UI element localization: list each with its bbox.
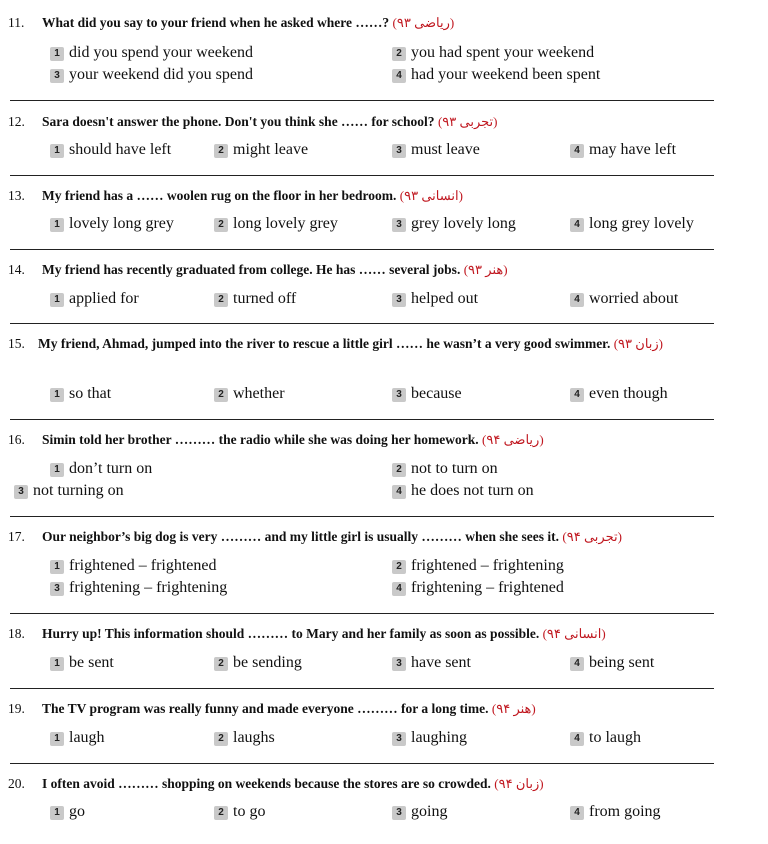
question-text: My friend has a …… woolen rug on the floor in her bedroom. xyxy=(42,188,397,203)
option-number-badge: 2 xyxy=(214,806,228,820)
option-number-badge: 3 xyxy=(14,485,28,499)
divider xyxy=(10,516,714,517)
option-text: worried about xyxy=(589,290,679,307)
option-text: not turning on xyxy=(33,482,124,499)
question-19-stem xyxy=(8,701,536,717)
option-2[interactable] xyxy=(392,43,594,63)
option-text: laughs xyxy=(233,729,275,746)
question-text: Sara doesn't answer the phone. Don't you think she …… for school? xyxy=(42,114,435,129)
option-text: lovely long grey xyxy=(69,215,174,232)
option-text: long lovely grey xyxy=(233,215,338,232)
option-2[interactable] xyxy=(214,653,302,673)
question-18-stem xyxy=(8,626,606,642)
option-1[interactable] xyxy=(50,459,152,479)
option-text: grey lovely long xyxy=(411,215,516,232)
option-2[interactable] xyxy=(214,384,285,404)
option-4[interactable] xyxy=(570,384,668,404)
question-15-stem xyxy=(8,333,720,355)
question-text: Hurry up! This information should ……… to Mary and her family as soon as possible. xyxy=(42,626,540,641)
option-number-badge: 4 xyxy=(570,806,584,820)
exam-source-tag: (انسانی ۹۳) xyxy=(399,188,463,203)
option-text: long grey lovely xyxy=(589,215,694,232)
option-number-badge: 3 xyxy=(392,732,406,746)
option-2[interactable] xyxy=(214,140,308,160)
option-text: be sending xyxy=(233,654,302,671)
option-number-badge: 3 xyxy=(392,144,406,158)
option-number-badge: 4 xyxy=(392,485,406,499)
option-number-badge: 1 xyxy=(50,388,64,402)
question-number: 16. xyxy=(8,432,25,447)
question-11-stem xyxy=(8,15,454,31)
option-text: you had spent your weekend xyxy=(411,44,595,61)
option-3[interactable] xyxy=(392,289,478,309)
option-3[interactable] xyxy=(392,214,516,234)
exam-source-tag: (تجربی ۹۳) xyxy=(437,114,498,129)
question-12-stem xyxy=(8,114,497,130)
divider xyxy=(10,763,714,764)
option-number-badge: 4 xyxy=(570,732,584,746)
option-text: might leave xyxy=(233,141,309,158)
option-1[interactable] xyxy=(50,140,171,160)
option-text: even though xyxy=(589,385,668,402)
option-1[interactable] xyxy=(50,384,111,404)
option-text: did you spend your weekend xyxy=(69,44,253,61)
option-number-badge: 2 xyxy=(214,144,228,158)
option-number-badge: 3 xyxy=(392,218,406,232)
option-3[interactable] xyxy=(392,384,462,404)
option-text: turned off xyxy=(233,290,297,307)
option-number-badge: 3 xyxy=(392,806,406,820)
option-text: should have left xyxy=(69,141,172,158)
option-number-badge: 2 xyxy=(392,47,406,61)
question-17-stem xyxy=(8,529,622,545)
question-number: 17. xyxy=(8,529,25,544)
question-number: 14. xyxy=(8,262,25,277)
exam-source-tag: (زبان ۹۴) xyxy=(494,776,544,791)
option-4[interactable] xyxy=(392,65,600,85)
option-text: helped out xyxy=(411,290,479,307)
question-text: My friend, Ahmad, jumped into the river to rescue a little girl …… he wasn’t a very good swimmer. xyxy=(38,336,611,351)
exam-source-tag: (هنر ۹۴) xyxy=(491,701,536,716)
option-3[interactable] xyxy=(50,65,253,85)
option-4[interactable] xyxy=(392,481,534,501)
option-2[interactable] xyxy=(214,728,275,748)
option-4[interactable] xyxy=(570,653,654,673)
question-number: 11. xyxy=(8,15,25,30)
option-number-badge: 3 xyxy=(392,657,406,671)
option-text: to laugh xyxy=(589,729,641,746)
option-number-badge: 2 xyxy=(214,218,228,232)
exam-source-tag: (زبان ۹۳) xyxy=(613,336,664,351)
option-text: frightened – frightening xyxy=(411,557,564,574)
divider xyxy=(10,419,714,420)
option-1[interactable] xyxy=(50,214,174,234)
exam-source-tag: (تجربی ۹۴) xyxy=(562,529,622,544)
option-1[interactable] xyxy=(50,728,105,748)
option-text: had your weekend been spent xyxy=(411,66,601,83)
question-14-stem xyxy=(8,262,508,278)
divider xyxy=(10,100,714,101)
divider xyxy=(10,249,714,250)
divider xyxy=(10,175,714,176)
option-number-badge: 2 xyxy=(214,388,228,402)
question-number: 20. xyxy=(8,776,25,791)
option-text: frightening – frightened xyxy=(411,579,564,596)
option-number-badge: 4 xyxy=(392,582,406,596)
option-text: laugh xyxy=(69,729,105,746)
option-number-badge: 4 xyxy=(570,657,584,671)
option-text: to go xyxy=(233,803,266,820)
option-number-badge: 2 xyxy=(392,560,406,574)
divider xyxy=(10,688,714,689)
option-text: must leave xyxy=(411,141,480,158)
option-4[interactable] xyxy=(570,802,661,822)
option-number-badge: 3 xyxy=(392,293,406,307)
option-number-badge: 1 xyxy=(50,293,64,307)
option-text: from going xyxy=(589,803,661,820)
option-number-badge: 1 xyxy=(50,47,64,61)
divider xyxy=(10,323,714,324)
option-text: frightening – frightening xyxy=(69,579,228,596)
question-20-stem xyxy=(8,776,544,792)
question-number: 15. xyxy=(8,336,25,351)
option-4[interactable] xyxy=(570,289,678,309)
option-number-badge: 3 xyxy=(50,582,64,596)
option-number-badge: 1 xyxy=(50,560,64,574)
option-text: your weekend did you spend xyxy=(69,66,253,83)
option-4[interactable] xyxy=(570,214,694,234)
option-number-badge: 1 xyxy=(50,806,64,820)
option-2[interactable] xyxy=(214,802,265,822)
option-4[interactable] xyxy=(570,728,641,748)
option-2[interactable] xyxy=(392,459,498,479)
question-text: The TV program was really funny and made everyone ……… for a long time. xyxy=(42,701,489,716)
option-text: because xyxy=(411,385,462,402)
option-text: whether xyxy=(233,385,285,402)
option-2[interactable] xyxy=(214,289,296,309)
option-number-badge: 4 xyxy=(392,69,406,83)
option-number-badge: 1 xyxy=(50,463,64,477)
question-text: Simin told her brother ……… the radio while she was doing her homework. xyxy=(42,432,479,447)
exam-source-tag: (ریاضی ۹۳) xyxy=(392,15,455,30)
option-number-badge: 3 xyxy=(392,388,406,402)
option-number-badge: 2 xyxy=(214,732,228,746)
option-text: laughing xyxy=(411,729,467,746)
question-number: 12. xyxy=(8,114,25,129)
option-number-badge: 4 xyxy=(570,388,584,402)
option-text: may have left xyxy=(589,141,677,158)
exam-source-tag: (هنر ۹۳) xyxy=(463,262,508,277)
option-text: applied for xyxy=(69,290,139,307)
option-3[interactable] xyxy=(14,481,124,501)
option-text: he does not turn on xyxy=(411,482,534,499)
option-number-badge: 4 xyxy=(570,293,584,307)
option-number-badge: 2 xyxy=(214,293,228,307)
exam-source-tag: (انسانی ۹۴) xyxy=(542,626,606,641)
option-3[interactable] xyxy=(392,802,447,822)
option-text: going xyxy=(411,803,448,820)
question-16-stem xyxy=(8,432,544,448)
option-text: so that xyxy=(69,385,112,402)
option-3[interactable] xyxy=(392,140,480,160)
option-number-badge: 4 xyxy=(570,144,584,158)
option-text: frightened – frightened xyxy=(69,557,217,574)
option-number-badge: 2 xyxy=(214,657,228,671)
option-1[interactable] xyxy=(50,653,114,673)
question-number: 13. xyxy=(8,188,25,203)
option-3[interactable] xyxy=(50,578,227,598)
option-text: being sent xyxy=(589,654,655,671)
option-text: go xyxy=(69,803,85,820)
question-text: I often avoid ……… shopping on weekends because the stores are so crowded. xyxy=(42,776,491,791)
option-1[interactable] xyxy=(50,802,85,822)
question-text: My friend has recently graduated from college. He has …… several jobs. xyxy=(42,262,461,277)
divider xyxy=(10,613,714,614)
option-number-badge: 1 xyxy=(50,218,64,232)
question-13-stem xyxy=(8,188,463,204)
question-number: 18. xyxy=(8,626,25,641)
option-text: be sent xyxy=(69,654,114,671)
option-3[interactable] xyxy=(392,728,467,748)
question-text: What did you say to your friend when he asked where ……? xyxy=(42,15,390,30)
question-text: Our neighbor’s big dog is very ……… and my little girl is usually ……… when she sees it. xyxy=(42,529,560,544)
option-text: not to turn on xyxy=(411,460,498,477)
option-number-badge: 1 xyxy=(50,657,64,671)
option-number-badge: 1 xyxy=(50,144,64,158)
option-1[interactable] xyxy=(50,43,253,63)
option-number-badge: 2 xyxy=(392,463,406,477)
option-4[interactable] xyxy=(392,578,564,598)
option-1[interactable] xyxy=(50,289,139,309)
option-number-badge: 4 xyxy=(570,218,584,232)
exam-source-tag: (ریاضی ۹۴) xyxy=(482,432,544,447)
option-4[interactable] xyxy=(570,140,676,160)
option-text: have sent xyxy=(411,654,471,671)
option-2[interactable] xyxy=(392,556,564,576)
option-text: don’t turn on xyxy=(69,460,153,477)
option-number-badge: 3 xyxy=(50,69,64,83)
option-2[interactable] xyxy=(214,214,338,234)
option-number-badge: 1 xyxy=(50,732,64,746)
question-number: 19. xyxy=(8,701,25,716)
option-1[interactable] xyxy=(50,556,217,576)
option-3[interactable] xyxy=(392,653,471,673)
